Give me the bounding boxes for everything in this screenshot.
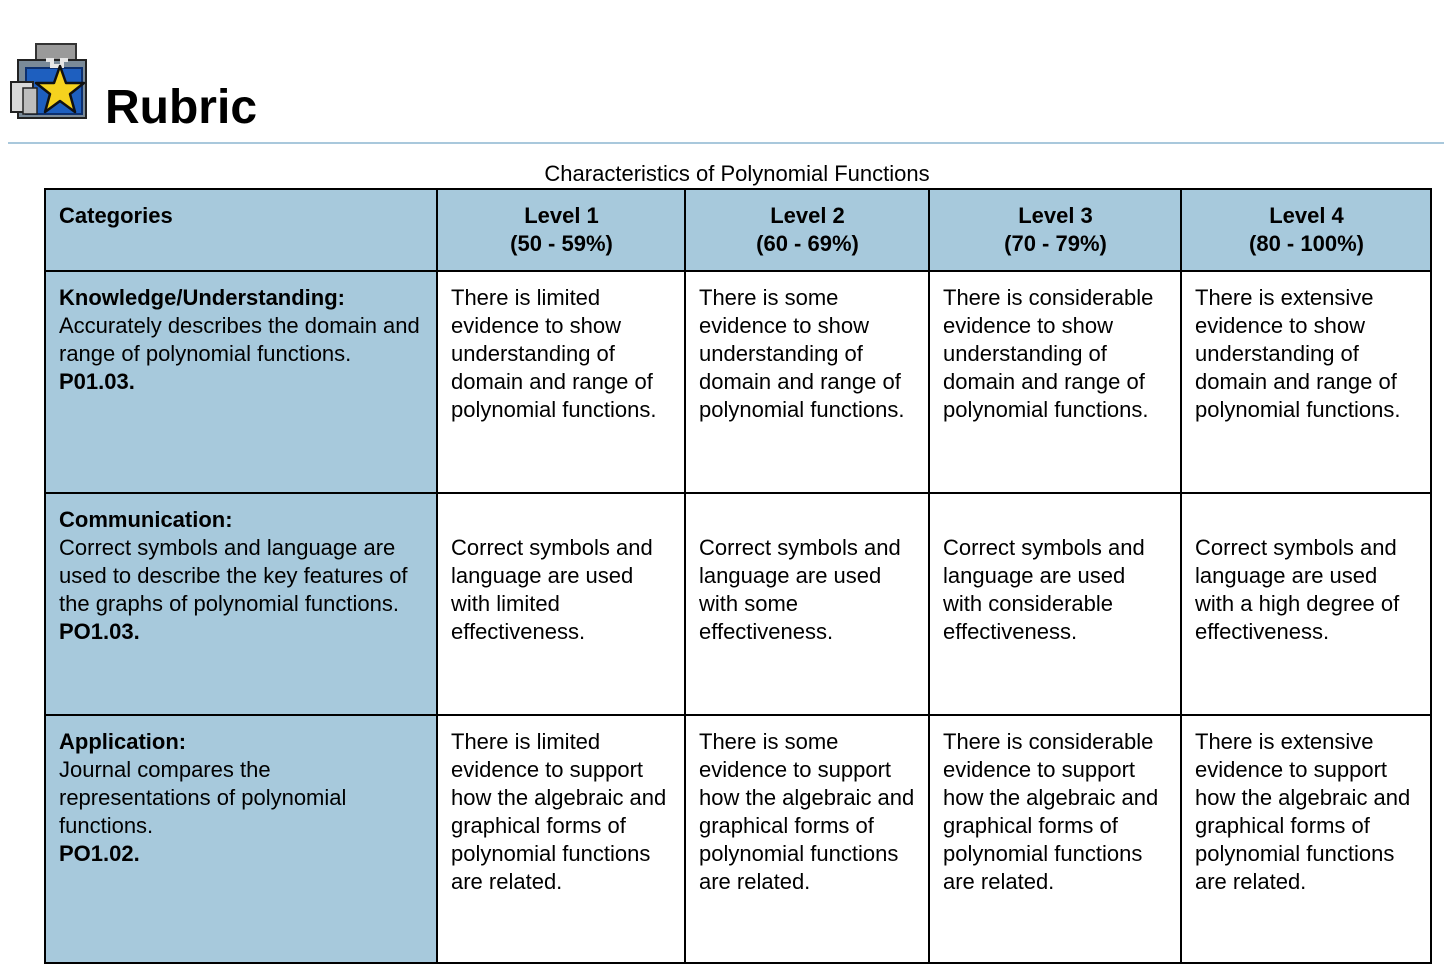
page-title: Rubric xyxy=(105,81,258,134)
curriculum-code: PO1.02. xyxy=(59,841,140,866)
table-row-application xyxy=(45,715,1431,963)
level-3-descriptor: There is considerable evidence to support how the algebraic and graphical forms of polynomial functions are related. xyxy=(929,715,1181,963)
category-cell xyxy=(45,493,437,715)
column-header-level-2: Level 2 (60 - 69%) xyxy=(685,189,929,271)
level-1-descriptor: There is limited evidence to show understanding of domain and range of polynomial functions. xyxy=(437,271,685,493)
level-2-descriptor: There is some evidence to show understanding of domain and range of polynomial functions. xyxy=(685,271,929,493)
level-1-descriptor: There is limited evidence to support how the algebraic and graphical forms of polynomial functions are related. xyxy=(437,715,685,963)
level-3-descriptor: There is considerable evidence to show understanding of domain and range of polynomial functions. xyxy=(929,271,1181,493)
column-header-categories: Categories xyxy=(45,189,437,271)
table-header-row xyxy=(45,189,1431,271)
level-1-descriptor: Correct symbols and language are used with limited effectiveness. xyxy=(437,493,685,715)
curriculum-code: P01.03. xyxy=(59,369,135,394)
level-3-descriptor: Correct symbols and language are used with considerable effectiveness. xyxy=(929,493,1181,715)
rubric-table xyxy=(44,188,1432,964)
column-header-level-4: Level 4 (80 - 100%) xyxy=(1181,189,1431,271)
table-caption: Characteristics of Polynomial Functions xyxy=(544,161,930,186)
rubric-star-icon xyxy=(10,40,90,120)
category-description: Accurately describes the domain and range of polynomial functions. xyxy=(59,313,420,366)
category-name: Knowledge/Understanding: xyxy=(59,285,345,310)
level-2-descriptor: There is some evidence to support how the algebraic and graphical forms of polynomial functions are related. xyxy=(685,715,929,963)
category-name: Application: xyxy=(59,729,187,754)
category-name: Communication: xyxy=(59,507,233,532)
category-cell xyxy=(45,271,437,493)
level-4-descriptor: There is extensive evidence to show understanding of domain and range of polynomial functions. xyxy=(1181,271,1431,493)
column-header-level-3: Level 3 (70 - 79%) xyxy=(929,189,1181,271)
column-header-level-1: Level 1 (50 - 59%) xyxy=(437,189,685,271)
level-4-descriptor: There is extensive evidence to support how the algebraic and graphical forms of polynomial functions are related. xyxy=(1181,715,1431,963)
curriculum-code: PO1.03. xyxy=(59,619,140,644)
category-cell xyxy=(45,715,437,963)
level-2-descriptor: Correct symbols and language are used with some effectiveness. xyxy=(685,493,929,715)
page-header xyxy=(8,38,1444,144)
level-4-descriptor: Correct symbols and language are used with a high degree of effectiveness. xyxy=(1181,493,1431,715)
category-description: Correct symbols and language are used to describe the key features of the graphs of polynomial functions. xyxy=(59,535,408,616)
category-description: Journal compares the representations of polynomial functions. xyxy=(59,757,347,838)
table-row-knowledge xyxy=(45,271,1431,493)
table-row-communication xyxy=(45,493,1431,715)
